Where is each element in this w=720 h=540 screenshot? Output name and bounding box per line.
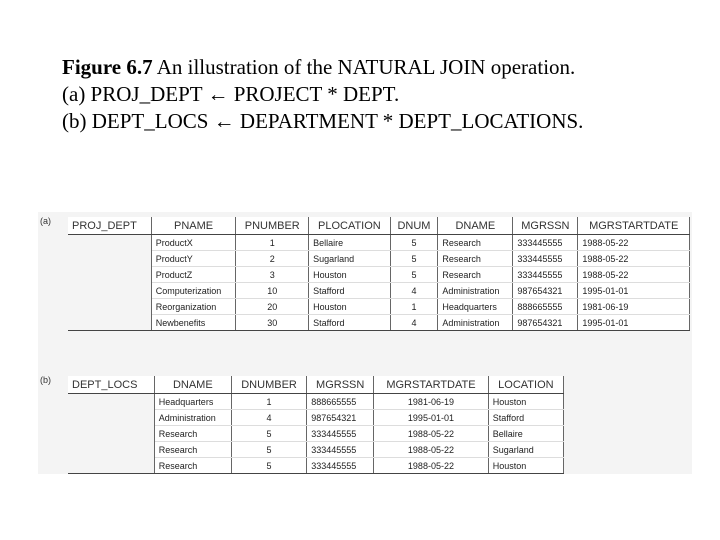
table-cell: Stafford xyxy=(309,283,391,299)
table-cell: 987654321 xyxy=(513,283,578,299)
table-cell: 1988-05-22 xyxy=(578,267,690,283)
table-row xyxy=(68,235,690,251)
table-cell: Stafford xyxy=(488,410,563,426)
table-cell: Research xyxy=(438,235,513,251)
panel-a-label: (a) xyxy=(40,216,51,226)
caption-title-line xyxy=(62,54,702,81)
table-cell: Research xyxy=(154,442,231,458)
row-spacer xyxy=(68,426,154,442)
table-row xyxy=(68,267,690,283)
relation-name: DEPT_LOCS xyxy=(68,376,154,394)
column-header: PNAME xyxy=(151,217,236,235)
row-spacer xyxy=(68,458,154,474)
caption-line-a: (a) PROJ_DEPT ← PROJECT * DEPT. xyxy=(62,82,400,106)
table-cell: Houston xyxy=(309,299,391,315)
column-header: DNAME xyxy=(154,376,231,394)
table-cell: 5 xyxy=(390,235,438,251)
table-cell: ProductY xyxy=(151,251,236,267)
row-spacer xyxy=(68,299,151,315)
table-cell: 10 xyxy=(236,283,309,299)
table-cell: 4 xyxy=(390,283,438,299)
table-cell: 1981-06-19 xyxy=(374,394,489,410)
table-cell: 333445555 xyxy=(307,426,374,442)
table-cell: Stafford xyxy=(309,315,391,331)
table-cell: 888665555 xyxy=(307,394,374,410)
figure-label: Figure 6.7 xyxy=(62,55,153,79)
row-spacer xyxy=(68,235,151,251)
table-cell: 1988-05-22 xyxy=(374,426,489,442)
table-cell: 4 xyxy=(231,410,306,426)
caption-line-b: (b) DEPT_LOCS ← DEPARTMENT * DEPT_LOCATIONS. xyxy=(62,109,584,133)
table-cell: 5 xyxy=(231,442,306,458)
table-cell: 5 xyxy=(390,251,438,267)
table-cell: 1988-05-22 xyxy=(578,251,690,267)
row-spacer xyxy=(68,394,154,410)
table-cell: 333445555 xyxy=(513,251,578,267)
table-cell: 2 xyxy=(236,251,309,267)
column-header: LOCATION xyxy=(488,376,563,394)
table-row xyxy=(68,426,564,442)
proj-dept-table xyxy=(68,217,690,331)
column-header: DNUM xyxy=(390,217,438,235)
column-header: MGRSSN xyxy=(307,376,374,394)
table-cell: 333445555 xyxy=(307,442,374,458)
table-header-row xyxy=(68,217,690,235)
table-cell: 1981-06-19 xyxy=(578,299,690,315)
relation-name: PROJ_DEPT xyxy=(68,217,151,235)
table-cell: 30 xyxy=(236,315,309,331)
row-spacer xyxy=(68,315,151,331)
table-row xyxy=(68,251,690,267)
table-cell: 20 xyxy=(236,299,309,315)
table-cell: 888665555 xyxy=(513,299,578,315)
table-cell: Headquarters xyxy=(438,299,513,315)
table-cell: 333445555 xyxy=(513,235,578,251)
table-cell: ProductZ xyxy=(151,267,236,283)
row-spacer xyxy=(68,442,154,458)
table-cell: ProductX xyxy=(151,235,236,251)
column-header: MGRSTARTDATE xyxy=(578,217,690,235)
table-cell: 1 xyxy=(236,235,309,251)
column-header: DNAME xyxy=(438,217,513,235)
table-cell: 3 xyxy=(236,267,309,283)
table-header-row xyxy=(68,376,564,394)
table-row xyxy=(68,315,690,331)
table-cell: Administration xyxy=(438,283,513,299)
column-header: PLOCATION xyxy=(309,217,391,235)
table-cell: Houston xyxy=(488,458,563,474)
column-header: DNUMBER xyxy=(231,376,306,394)
table-cell: 1988-05-22 xyxy=(374,442,489,458)
table-cell: Research xyxy=(438,251,513,267)
table-cell: Administration xyxy=(154,410,231,426)
table-row xyxy=(68,283,690,299)
table-cell: 1995-01-01 xyxy=(374,410,489,426)
table-cell: Bellaire xyxy=(488,426,563,442)
table-row xyxy=(68,458,564,474)
table-cell: Newbenefits xyxy=(151,315,236,331)
table-cell: 1995-01-01 xyxy=(578,315,690,331)
dept-locs-table xyxy=(68,376,564,474)
figure-caption xyxy=(62,54,702,135)
table-cell: 1988-05-22 xyxy=(578,235,690,251)
table-cell: Reorganization xyxy=(151,299,236,315)
table-cell: 1 xyxy=(390,299,438,315)
table-cell: Bellaire xyxy=(309,235,391,251)
column-header: MGRSSN xyxy=(513,217,578,235)
column-header: PNUMBER xyxy=(236,217,309,235)
table-cell: Sugarland xyxy=(488,442,563,458)
table-cell: 987654321 xyxy=(307,410,374,426)
table-cell: Research xyxy=(438,267,513,283)
table-cell: Research xyxy=(154,458,231,474)
row-spacer xyxy=(68,251,151,267)
table-cell: 333445555 xyxy=(513,267,578,283)
row-spacer xyxy=(68,283,151,299)
figure-image xyxy=(38,212,692,474)
table-cell: 4 xyxy=(390,315,438,331)
table-row xyxy=(68,410,564,426)
table-cell: Houston xyxy=(309,267,391,283)
table-cell: 987654321 xyxy=(513,315,578,331)
table-cell: Computerization xyxy=(151,283,236,299)
table-cell: 333445555 xyxy=(307,458,374,474)
table-cell: 5 xyxy=(390,267,438,283)
caption-title: An illustration of the NATURAL JOIN operation. xyxy=(156,55,576,79)
table-row xyxy=(68,394,564,410)
column-header: MGRSTARTDATE xyxy=(374,376,489,394)
table-cell: 1 xyxy=(231,394,306,410)
table-row xyxy=(68,299,690,315)
row-spacer xyxy=(68,267,151,283)
table-cell: Administration xyxy=(438,315,513,331)
table-cell: Houston xyxy=(488,394,563,410)
table-cell: Headquarters xyxy=(154,394,231,410)
table-cell: Research xyxy=(154,426,231,442)
table-cell: 1995-01-01 xyxy=(578,283,690,299)
table-cell: 5 xyxy=(231,426,306,442)
table-cell: 5 xyxy=(231,458,306,474)
table-row xyxy=(68,442,564,458)
table-cell: Sugarland xyxy=(309,251,391,267)
row-spacer xyxy=(68,410,154,426)
panel-b-label: (b) xyxy=(40,375,51,385)
table-cell: 1988-05-22 xyxy=(374,458,489,474)
